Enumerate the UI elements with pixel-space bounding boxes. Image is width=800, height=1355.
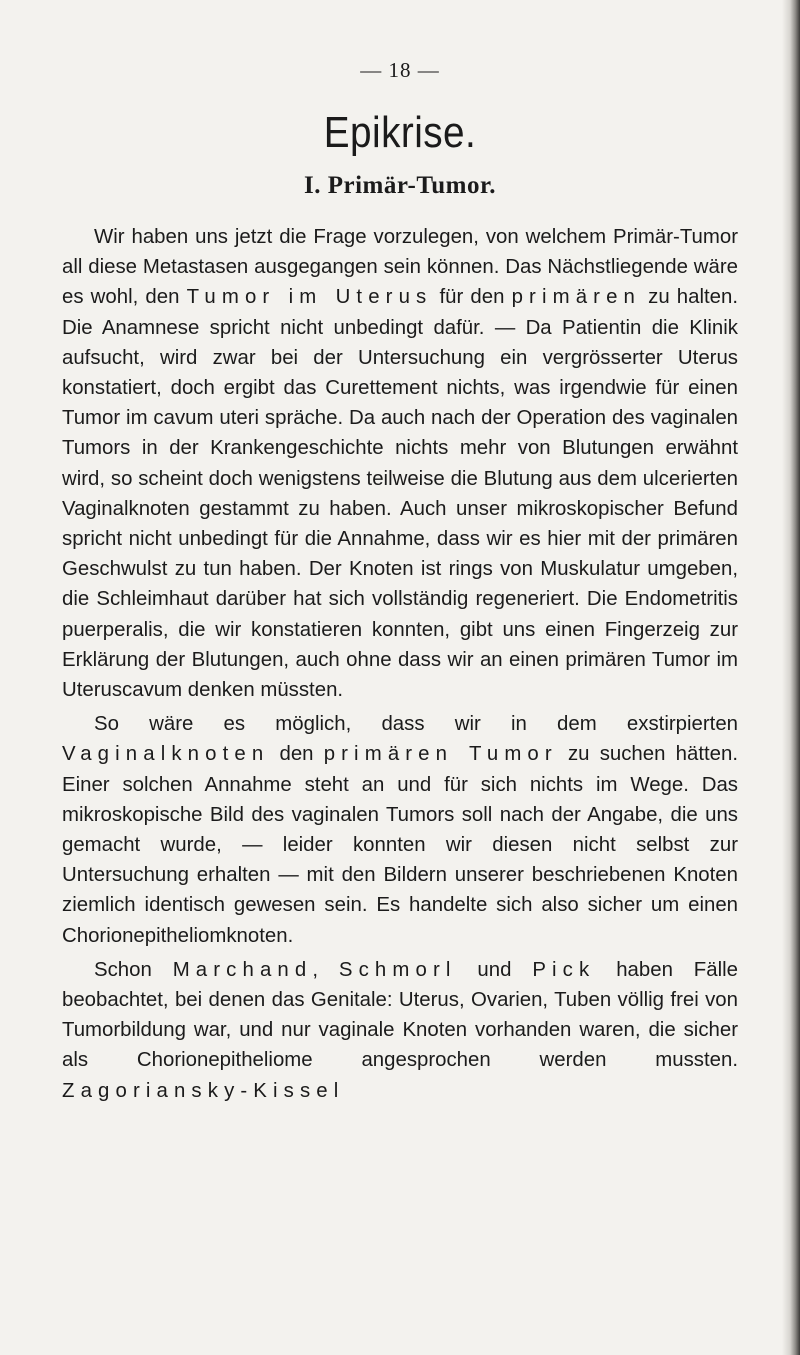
text-segment: Schon	[94, 958, 173, 981]
text-segment: für den	[432, 286, 512, 309]
spaced-emphasis: Zagoriansky-Kissel	[62, 1079, 345, 1102]
text-segment: Wir haben uns jetzt die Frage vorzulegen, von welchem Primär-Tumor all diese Metastasen ausgegangen sein können. Das Nächstliegende wäre es wohl, den	[62, 226, 738, 309]
page-number: — 18 —	[360, 58, 440, 82]
spaced-emphasis: Marchand	[172, 958, 313, 981]
page-title: Epikrise.	[323, 108, 477, 157]
text-segment: haben Fälle beobachtet, bei denen das Genitale: Uterus, Ovarien, Tuben völlig frei von Tumorbildung war, und nur vaginale Knoten vorhanden waren, die sicher als Chorionepitheliome angesprochen werden mussten.	[62, 958, 738, 1072]
spaced-emphasis: primären Tumor	[323, 743, 558, 766]
spaced-emphasis: Vaginalknoten	[62, 743, 270, 766]
text-segment: zu halten. Die Anamnese spricht nicht unbedingt dafür. — Da Patientin die Klinik aufsucht, wird zwar bei der Untersuchung ein vergrösserter Uterus konstatiert, doch ergibt das Curettement nichts, was irgendwie für einen Tumor im cavum uteri spräche. Da auch nach der Operation des vaginalen Tumors in der Krankengeschichte nichts mehr von Blutungen erwähnt wird, so scheint doch wenigstens teilweise die Blutung aus dem ulcerierten Vaginalknoten gestammt zu haben. Auch unser mikroskopischer Befund spricht nicht unbedingt für die Annahme, dass wir es hier mit der primären Geschwulst zu tun haben. Der Knoten ist rings von Muskulatur umgeben, die Schleimhaut darüber hat sich vollständig regeneriert. Die Endometritis puerperalis, die wir konstatieren konnten, gibt uns einen Fingerzeig zur Erklärung der Blutungen, auch ohne dass wir an einen primären Tumor im Uteruscavum denken müssten.	[62, 286, 739, 702]
spaced-emphasis: Tumor im Uterus	[186, 286, 433, 309]
section-heading: I. Primär-Tumor.	[303, 172, 497, 199]
text-segment: ,	[312, 958, 339, 981]
spaced-emphasis: primären	[511, 286, 641, 309]
text-segment: den	[269, 743, 324, 766]
paragraph	[62, 709, 738, 951]
text-segment: und	[456, 958, 533, 981]
body-text	[62, 222, 738, 1106]
text-segment: So wäre es möglich, dass wir in dem exstirpierten	[94, 713, 738, 736]
paragraph	[62, 222, 738, 705]
page-edge-shadow	[782, 0, 800, 1355]
text-segment: zu suchen hätten. Einer solchen Annahme steht an und für sich nichts im Wege. Das mikroskopische Bild des vaginalen Tumors soll nach der Angabe, die uns gemacht wurde, — leider konnten wir diesen nicht selbst zur Untersuchung erhalten — mit den Bildern unserer beschriebenen Knoten ziemlich identisch gewesen sein. Es handelte sich also sicher um einen Chorionepitheliomknoten.	[62, 743, 738, 947]
spaced-emphasis: Schmorl	[338, 958, 457, 981]
spaced-emphasis: Pick	[532, 958, 596, 981]
paragraph	[62, 955, 738, 1106]
